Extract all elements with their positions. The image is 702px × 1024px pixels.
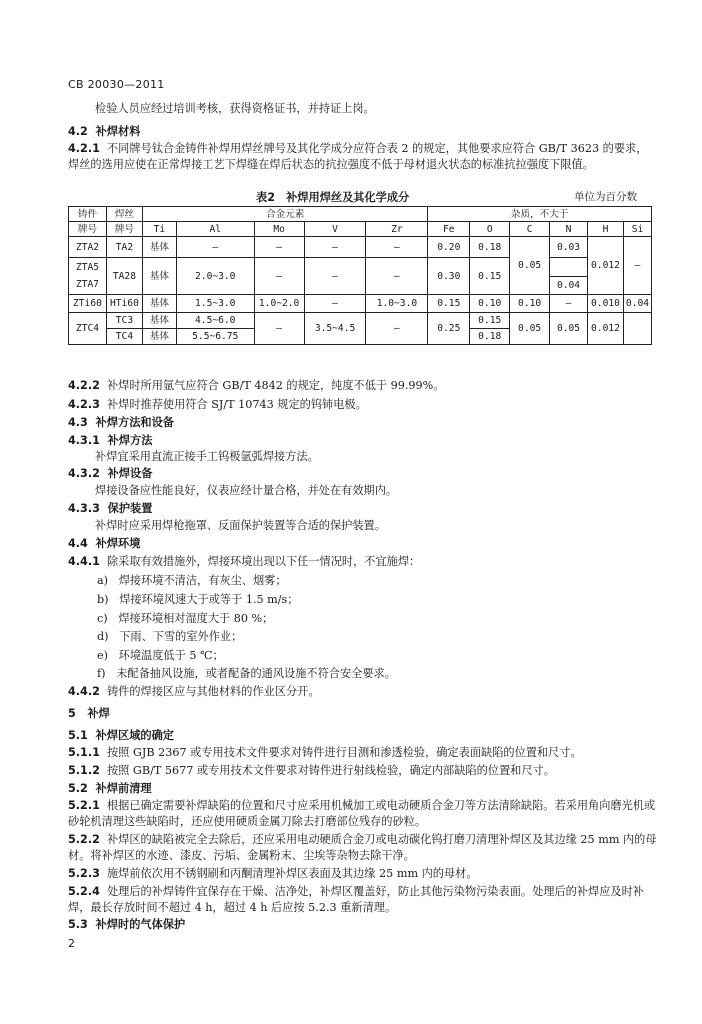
clause-text: 不同牌号钛合金铸件补焊用焊丝牌号及其化学成分应符合表 2 的规定，其他要求应符合 GB/T 3623 的要求，焊丝的选用应使在正常焊接工艺下焊缝在焊后状态的抗拉强度不低于母材退火状态的标准抗拉强度下限值。	[68, 142, 648, 171]
table-row-zta2	[69, 237, 652, 258]
head-col-zr: Zr	[366, 222, 428, 237]
heading-title: 补焊区域的确定	[95, 729, 174, 742]
head-col-h: H	[587, 222, 623, 237]
clause-4-3-1-text: 补焊宜采用直流正接手工钨极氩弧焊接方法。	[95, 450, 319, 463]
list-item-text: 焊接环境不清洁，有灰尘、烟雾；	[118, 574, 287, 587]
table-head-row-1	[69, 207, 652, 222]
heading-5	[68, 706, 110, 721]
cell-fe: 0.25	[428, 313, 470, 345]
heading-number: 5.3	[68, 918, 88, 931]
clause-text: 按照 GB/T 5677 或专用技术文件要求对铸件进行射线检验，确定内部缺陷的位置和尺寸。	[106, 764, 555, 777]
clause-5-2-2	[68, 832, 658, 863]
cell-zr: 1.0~3.0	[366, 295, 428, 313]
heading-title: 保护装置	[107, 502, 153, 515]
clause-5-2-4	[68, 884, 658, 915]
head-col-n: N	[550, 222, 588, 237]
cell-v: —	[304, 258, 366, 295]
heading-title: 补焊环境	[95, 537, 141, 550]
cell-o-1: 0.15	[470, 313, 510, 329]
cell-mo: 1.0~2.0	[254, 295, 304, 313]
cell-ti-1: 基体	[142, 313, 176, 329]
list-item-label: e)	[97, 649, 108, 662]
head-col-al: Al	[176, 222, 254, 237]
cell-si: 0.04	[623, 295, 651, 313]
clause-5-1-1	[68, 745, 582, 760]
clause-number: 4.2.3	[68, 398, 100, 411]
cell-casting-line-2: ZTA7	[75, 279, 100, 290]
list-item-label: d)	[97, 630, 109, 643]
cell-ti: 基体	[142, 295, 176, 313]
cell-o-2: 0.18	[470, 329, 510, 345]
clause-4-2-2	[68, 378, 444, 393]
cell-casting: ZTi60	[69, 295, 107, 313]
cell-mo: —	[254, 237, 304, 258]
table-2-title: 表2 补焊用焊丝及其化学成分	[256, 191, 410, 204]
cell-wire-1: TC3	[106, 313, 142, 329]
list-item	[97, 629, 242, 644]
cell-o: 0.10	[470, 295, 510, 313]
list-item-text: 未配备抽风设施，或者配备的通风设施不符合安全要求。	[116, 667, 396, 680]
cell-al-1: 4.5~6.0	[176, 313, 254, 329]
cell-h-shared: 0.012	[587, 237, 623, 295]
list-item-text: 下雨、下雪的室外作业；	[119, 630, 243, 643]
cell-v: —	[304, 295, 366, 313]
cell-h: 0.010	[587, 295, 623, 313]
clause-5-1-2	[68, 763, 555, 778]
list-item	[97, 648, 224, 663]
table-row-zta5	[69, 258, 652, 277]
cell-n: 0.03	[550, 237, 588, 258]
cell-fe: 0.15	[428, 295, 470, 313]
clause-text: 根据已确定需要补焊缺陷的位置和尺寸应采用机械加工或电动硬质合金刀等方法清除缺陷。若采用角向磨光机或砂轮机清理这些缺陷时，还应使用硬质金属刀除去打磨部位残存的砂粒。	[68, 799, 656, 828]
head-impurities: 杂质，不大于	[428, 207, 652, 222]
clause-4-4-2	[68, 684, 320, 699]
cell-n: 0.05	[550, 313, 588, 345]
heading-4-4	[68, 536, 140, 551]
heading-number: 4.3.1	[68, 434, 100, 447]
clause-text: 除采取有效措施外，焊接环境出现以下任一情况时，不宜施焊：	[106, 555, 421, 568]
cell-o: 0.15	[470, 258, 510, 295]
cell-ti: 基体	[142, 258, 176, 295]
heading-number: 4.3	[68, 416, 88, 429]
clause-number: 4.4.2	[68, 685, 100, 698]
list-item-text: 焊接环境相对湿度大于 80 %；	[118, 612, 274, 625]
cell-c: 0.05	[510, 313, 550, 345]
heading-title: 补焊方法	[107, 434, 153, 447]
heading-5-3	[68, 917, 185, 932]
heading-4-2	[68, 124, 140, 139]
cell-al: —	[176, 237, 254, 258]
clause-text: 施焊前依次用不锈钢刷和丙酮清理补焊区表面及其边缘 25 mm 内的母材。	[106, 867, 478, 880]
list-item	[97, 666, 396, 681]
cell-h: 0.012	[587, 313, 623, 345]
paragraph-4-2-1	[68, 141, 658, 172]
heading-title: 补焊材料	[95, 125, 141, 138]
table-head-row-2	[69, 222, 652, 237]
heading-number: 4.4	[68, 537, 88, 550]
heading-title: 补焊	[87, 707, 110, 720]
head-wire-1: 焊丝	[106, 207, 142, 222]
cell-al: 2.0~3.0	[176, 258, 254, 295]
list-item	[97, 573, 287, 588]
cell-v: —	[304, 237, 366, 258]
heading-title: 补焊方法和设备	[95, 416, 174, 429]
cell-v: 3.5~4.5	[304, 313, 366, 345]
cell-mo: —	[254, 313, 304, 345]
clause-number: 5.2.1	[68, 799, 100, 812]
table-2-unit: 单位为百分数	[574, 191, 637, 203]
clause-text: 铸件的焊接区应与其他材料的作业区分开。	[106, 685, 320, 698]
heading-title: 补焊时的气体保护	[95, 918, 186, 931]
list-item-text: 环境温度低于 5 ℃；	[118, 649, 224, 662]
clause-4-3-3-text: 补焊时应采用焊枪拖罩、反面保护装置等合适的保护装置。	[95, 519, 386, 532]
head-col-v: V	[304, 222, 366, 237]
clause-number: 5.2.4	[68, 885, 100, 898]
heading-title: 补焊设备	[107, 467, 153, 480]
clause-text: 补焊时推荐使用符合 SJ/T 10743 规定的钨铈电极。	[106, 398, 367, 411]
cell-al: 1.5~3.0	[176, 295, 254, 313]
clause-5-2-3	[68, 866, 478, 881]
head-col-o: O	[470, 222, 510, 237]
cell-al-2: 5.5~6.75	[176, 329, 254, 345]
cell-wire-2: TC4	[106, 329, 142, 345]
intro-line: 检验人员应经过培训考核，获得资格证书，并持证上岗。	[95, 102, 375, 115]
cell-c-shared: 0.05	[510, 237, 550, 295]
heading-5-2	[68, 781, 152, 796]
clause-number: 5.2.3	[68, 867, 100, 880]
clause-number: 5.1.1	[68, 746, 100, 759]
clause-text: 补焊时所用氩气应符合 GB/T 4842 的规定，纯度不低于 99.99%。	[106, 379, 445, 392]
heading-number: 4.3.3	[68, 502, 100, 515]
cell-si-blank	[623, 313, 651, 345]
cell-n: —	[550, 295, 588, 313]
clause-text: 处理后的补焊铸件宜保存在干燥、洁净处，补焊区覆盖好，防止其他污染物污染表面。处理后的补焊应及时补焊，最长存放时间不超过 4 h，超过 4 h 后应按 5.2.3 重新清理。	[68, 885, 644, 914]
heading-number: 4.2	[68, 125, 88, 138]
heading-4-3-2	[68, 466, 152, 481]
heading-number: 4.3.2	[68, 467, 100, 480]
head-col-ti: Ti	[142, 222, 176, 237]
heading-number: 5.1	[68, 729, 88, 742]
list-item	[97, 611, 273, 626]
table-2	[68, 206, 652, 345]
clause-text: 补焊区的缺陷被完全去除后，还应采用电动硬质合金刀或电动碳化钨打磨刀清理补焊区及其边缘 25 mm 内的母材。将补焊区的水迹、漆皮、污垢、金属粉末、尘埃等杂物去除干净。	[68, 833, 657, 862]
head-alloy-elements: 合金元素	[142, 207, 427, 222]
cell-n: 0.04	[550, 276, 588, 295]
cell-zr: —	[366, 258, 428, 295]
cell-ti: 基体	[142, 237, 176, 258]
cell-wire: TA28	[106, 258, 142, 295]
cell-n-blank	[550, 258, 588, 277]
clause-4-4-1	[68, 554, 420, 569]
heading-number: 5	[68, 707, 76, 720]
heading-number: 5.2	[68, 782, 88, 795]
clause-number: 5.1.2	[68, 764, 100, 777]
standard-code-header: CB 20030—2011	[68, 78, 165, 91]
head-casting-1: 铸件	[69, 207, 107, 222]
cell-ti-2: 基体	[142, 329, 176, 345]
cell-wire: HTi60	[106, 295, 142, 313]
table-row-zti60	[69, 295, 652, 313]
cell-wire: TA2	[106, 237, 142, 258]
clause-number: 5.2.2	[68, 833, 100, 846]
clause-number: 4.2.1	[68, 142, 100, 155]
cell-mo: —	[254, 258, 304, 295]
list-item-label: c)	[97, 612, 108, 625]
clause-4-2-3	[68, 397, 367, 412]
heading-title: 补焊前清理	[95, 782, 152, 795]
cell-fe: 0.20	[428, 237, 470, 258]
clause-text: 按照 GJB 2367 或专用技术文件要求对铸件进行目测和渗透检验，确定表面缺陷的位置和尺寸。	[106, 746, 582, 759]
clause-number: 4.4.1	[68, 555, 100, 568]
head-wire-2: 牌号	[106, 222, 142, 237]
cell-casting: ZTC4	[69, 313, 107, 345]
cell-zr: —	[366, 313, 428, 345]
cell-si-shared: —	[623, 237, 651, 295]
page-number: 2	[68, 937, 75, 950]
heading-4-3-1	[68, 433, 152, 448]
heading-5-1	[68, 728, 174, 743]
list-item-label: a)	[97, 574, 109, 587]
cell-casting: ZTA2	[69, 237, 107, 258]
cell-zr: —	[366, 237, 428, 258]
cell-casting-line-1: ZTA5	[75, 262, 100, 273]
cell-fe: 0.30	[428, 258, 470, 295]
heading-4-3	[68, 415, 174, 430]
clause-5-2-1	[68, 798, 658, 829]
heading-4-3-3	[68, 501, 152, 516]
list-item-label: b)	[97, 593, 109, 606]
cell-o: 0.18	[470, 237, 510, 258]
clause-number: 4.2.2	[68, 379, 100, 392]
clause-4-3-2-text: 焊接设备应性能良好，仪表应经计量合格，并处在有效期内。	[95, 484, 398, 497]
cell-casting	[69, 258, 107, 295]
head-casting-2: 牌号	[69, 222, 107, 237]
head-col-si: Si	[623, 222, 651, 237]
head-col-fe: Fe	[428, 222, 470, 237]
table-row-ztc4	[69, 313, 652, 329]
head-col-c: C	[510, 222, 550, 237]
head-col-mo: Mo	[254, 222, 304, 237]
cell-c: 0.10	[510, 295, 550, 313]
list-item-label: f)	[97, 667, 106, 680]
list-item-text: 焊接环境风速大于或等于 1.5 m/s；	[119, 593, 299, 606]
list-item	[97, 592, 298, 607]
